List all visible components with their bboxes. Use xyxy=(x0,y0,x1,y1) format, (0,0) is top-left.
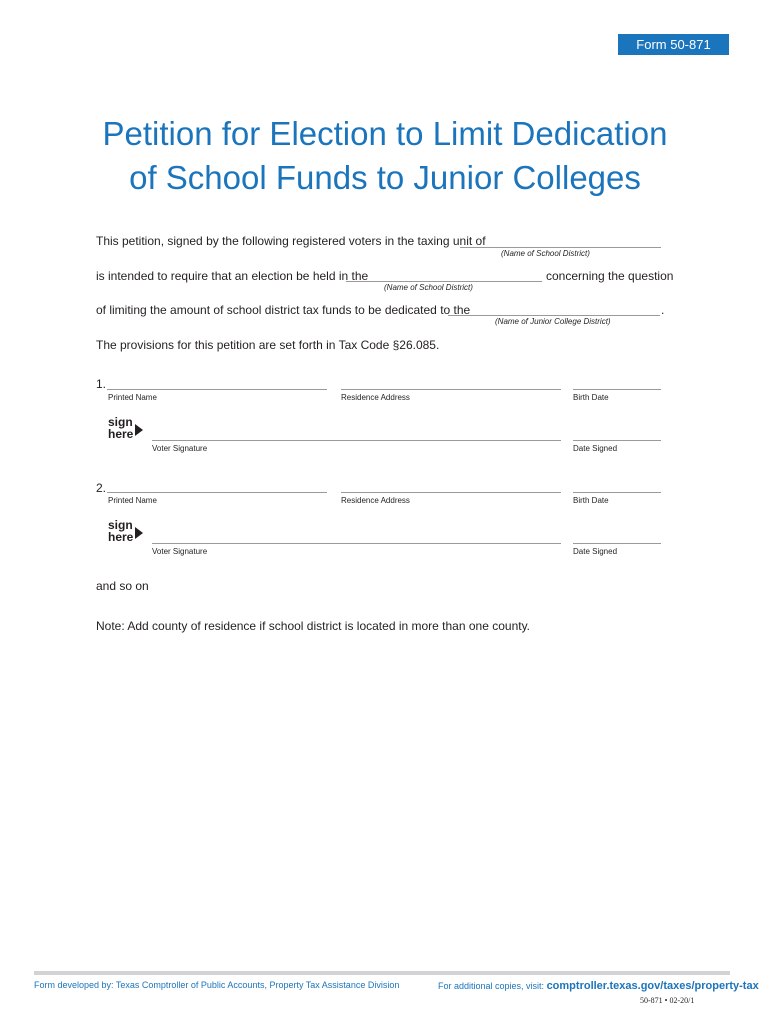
junior-college-district-label: (Name of Junior College District) xyxy=(495,317,611,326)
signer-1-date-signed-field[interactable] xyxy=(573,440,661,441)
petition-text-3: of limiting the amount of school district tax funds to be dedicated to the xyxy=(96,303,471,317)
signer-1-birth-date-field[interactable] xyxy=(573,389,661,390)
signer-1-birth-date-label: Birth Date xyxy=(573,393,609,402)
provisions-text: The provisions for this petition are set forth in Tax Code §26.085. xyxy=(96,338,440,352)
county-note: Note: Add county of residence if school district is located in more than one county. xyxy=(96,619,531,633)
signer-2-birth-date-field[interactable] xyxy=(573,492,661,493)
footer-divider xyxy=(34,971,730,975)
title-line-1: Petition for Election to Limit Dedication xyxy=(102,115,668,152)
signer-1-printed-name-field[interactable] xyxy=(107,389,327,390)
and-so-on-text: and so on xyxy=(96,579,149,593)
signer-2-printed-name-label: Printed Name xyxy=(108,496,157,505)
footer-copies xyxy=(438,980,759,992)
page-title xyxy=(0,112,770,200)
signer-1-voter-signature-label: Voter Signature xyxy=(152,444,208,453)
school-district-label-1: (Name of School District) xyxy=(501,249,590,258)
signer-1-number: 1. xyxy=(96,377,107,391)
junior-college-district-field[interactable] xyxy=(448,315,660,316)
signer-2-voter-signature-label: Voter Signature xyxy=(152,547,208,556)
petition-text-1: This petition, signed by the following registered voters in the taxing unit of xyxy=(96,234,486,248)
form-number-badge: Form 50-871 xyxy=(618,34,729,55)
arrow-right-icon xyxy=(135,527,143,539)
here-text: here xyxy=(108,530,134,544)
arrow-right-icon xyxy=(135,424,143,436)
signer-2-date-signed-label: Date Signed xyxy=(573,547,618,556)
signer-2-date-signed-field[interactable] xyxy=(573,543,661,544)
signer-2-number: 2. xyxy=(96,481,107,495)
signer-1-date-signed-label: Date Signed xyxy=(573,444,618,453)
footer-copies-link[interactable]: comptroller.texas.gov/taxes/property-tax xyxy=(546,980,759,992)
school-district-label-2: (Name of School District) xyxy=(384,283,473,292)
signer-2-residence-address-field[interactable] xyxy=(341,492,561,493)
petition-text-2-end: concerning the question xyxy=(546,269,674,283)
petition-text-2: is intended to require that an election be held in the xyxy=(96,269,369,283)
school-district-field-1[interactable] xyxy=(460,247,661,248)
signer-2-voter-signature-field[interactable] xyxy=(152,543,561,544)
school-district-field-2[interactable] xyxy=(346,281,542,282)
signer-1-printed-name-label: Printed Name xyxy=(108,393,157,402)
signer-1-residence-address-label: Residence Address xyxy=(341,393,410,402)
signer-2-sign-here-marker xyxy=(108,519,143,543)
signer-2-printed-name-field[interactable] xyxy=(107,492,327,493)
footer-copies-prefix: For additional copies, visit: xyxy=(438,981,547,991)
footer-form-code: 50-871 • 02-20/1 xyxy=(640,996,695,1005)
footer-developed-by: Form developed by: Texas Comptroller of Public Accounts, Property Tax Assistance Division xyxy=(34,980,400,990)
signer-2-birth-date-label: Birth Date xyxy=(573,496,609,505)
signer-1-residence-address-field[interactable] xyxy=(341,389,561,390)
signer-2-residence-address-label: Residence Address xyxy=(341,496,410,505)
sign-text: sign xyxy=(108,518,133,532)
sign-text: sign xyxy=(108,415,133,429)
petition-text-3-end: . xyxy=(661,303,665,317)
signer-1-sign-here-marker xyxy=(108,416,143,440)
here-text: here xyxy=(108,427,134,441)
title-line-2: of School Funds to Junior Colleges xyxy=(129,159,641,196)
signer-1-voter-signature-field[interactable] xyxy=(152,440,561,441)
